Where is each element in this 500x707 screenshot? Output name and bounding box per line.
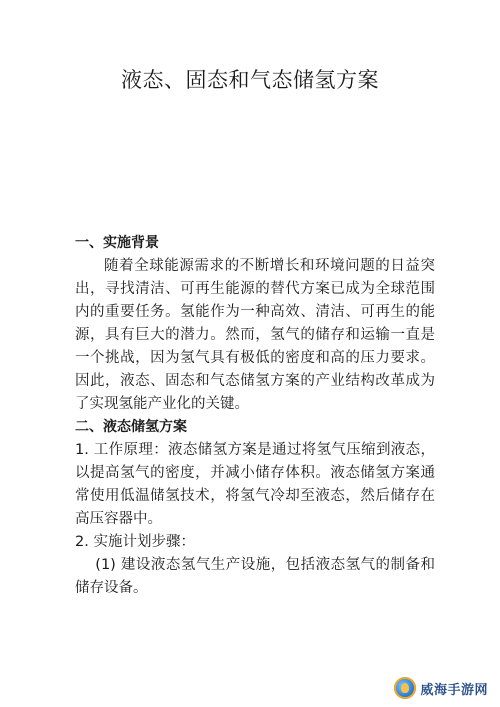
site-logo-icon xyxy=(394,677,416,699)
step-1-paragraph: (1) 建设液态氢气生产设施，包括液态氢气的制备和储存设备。 xyxy=(75,557,435,596)
site-watermark xyxy=(394,677,488,699)
watermark-text: 威海手游网 xyxy=(420,682,488,698)
document-body xyxy=(75,232,435,600)
section-heading-liquid-storage: 二、液态储氢方案 xyxy=(75,419,187,435)
background-paragraph: 随着全球能源需求的不断增长和环境问题的日益突出，寻找清洁、可再生能源的替代方案已成为全球范围内的重要任务。氢能作为一种高效、清洁、可再生的能源，具有巨大的潜力。然而，氢气的储存和运输一直是一个挑战，因为氢气具有极低的密度和高的压力要求。因此，液态、固态和气态储氢方案的产业结构改革成为了实现氢能产业化的关键。 xyxy=(75,258,435,412)
implementation-steps-label: 2. 实施计划步骤： xyxy=(75,534,195,550)
working-principle-paragraph: 1. 工作原理：液态储氢方案是通过将氢气压缩到液态，以提高氢气的密度，并减小储存体积。液态储氢方案通常使用低温储氢技术，将氢气冷却至液态，然后储存在高压容器中。 xyxy=(75,442,435,527)
section-heading-background: 一、实施背景 xyxy=(75,235,159,251)
document-title: 液态、固态和气态储氢方案 xyxy=(121,68,379,92)
